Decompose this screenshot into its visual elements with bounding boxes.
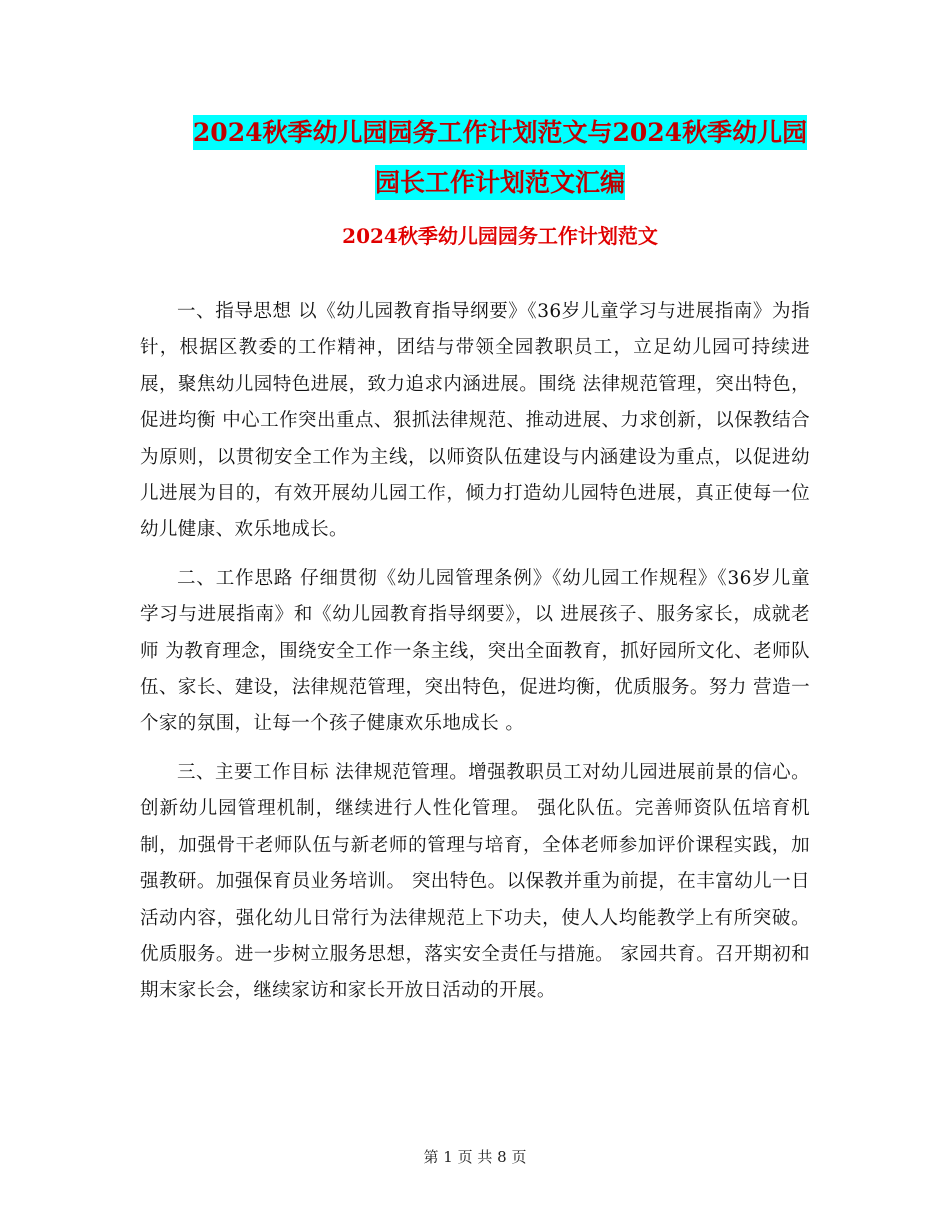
document-title (120, 108, 880, 208)
section-title: 2024秋季幼儿园园务工作计划范文 (342, 224, 658, 248)
paragraph-main-goals: 三、主要工作目标 法律规范管理。增强教职员工对幼儿园进展前景的信心。创新幼儿园管理机制，继续进行人性化管理。 强化队伍。完善师资队伍培育机制，加强骨干老师队伍与新老师的管理与培育，全体老师参加评价课程实践，加强教研。加强保育员业务培训。 突出特色。以保教并重为前提，在丰富幼儿一日活动内容，强化幼儿日常行为法律规范上下功夫，使人人均能教学上有所突破。 优质服务。进一步树立服务思想，落实安全责任与措施。 家园共育。召开期初和期末家长会，继续家访和家长开放日活动的开展。 (140, 761, 810, 1002)
body-text (140, 294, 810, 1022)
title-line-1: 2024秋季幼儿园园务工作计划范文与2024秋季幼儿园 (193, 115, 807, 150)
page-footer: 第 1 页 共 8 页 (423, 1148, 527, 1166)
paragraph-guiding-ideology: 一、指导思想 以《幼儿园教育指导纲要》《36岁儿童学习与进展指南》为指针，根据区教委的工作精神，团结与带领全园教职员工，立足幼儿园可持续进展，聚焦幼儿园特色进展，致力追求内涵进展。围绕 法律规范管理，突出特色，促进均衡 中心工作突出重点、狠抓法律规范、推动进展、力求创新，以保教结合为原则，以贯彻安全工作为主线，以师资队伍建设与内涵建设为重点，以促进幼儿进展为目的，有效开展幼儿园工作，倾力打造幼儿园特色进展，真正使每一位幼儿健康、欢乐地成长。 (140, 301, 810, 541)
title-line-2: 园长工作计划范文汇编 (375, 165, 625, 200)
paragraph-work-approach: 二、工作思路 仔细贯彻《幼儿园管理条例》《幼儿园工作规程》《36岁儿童学习与进展指南》和《幼儿园教育指导纲要》，以 进展孩子、服务家长，成就老师 为教育理念，围绕安全工作一条主线，突出全面教育，抓好园所文化、老师队伍、家长、建设，法律规范管理，突出特色，促进均衡，优质服务。努力 营造一个家的氛围，让每一个孩子健康欢乐地成长 。 (140, 567, 810, 735)
